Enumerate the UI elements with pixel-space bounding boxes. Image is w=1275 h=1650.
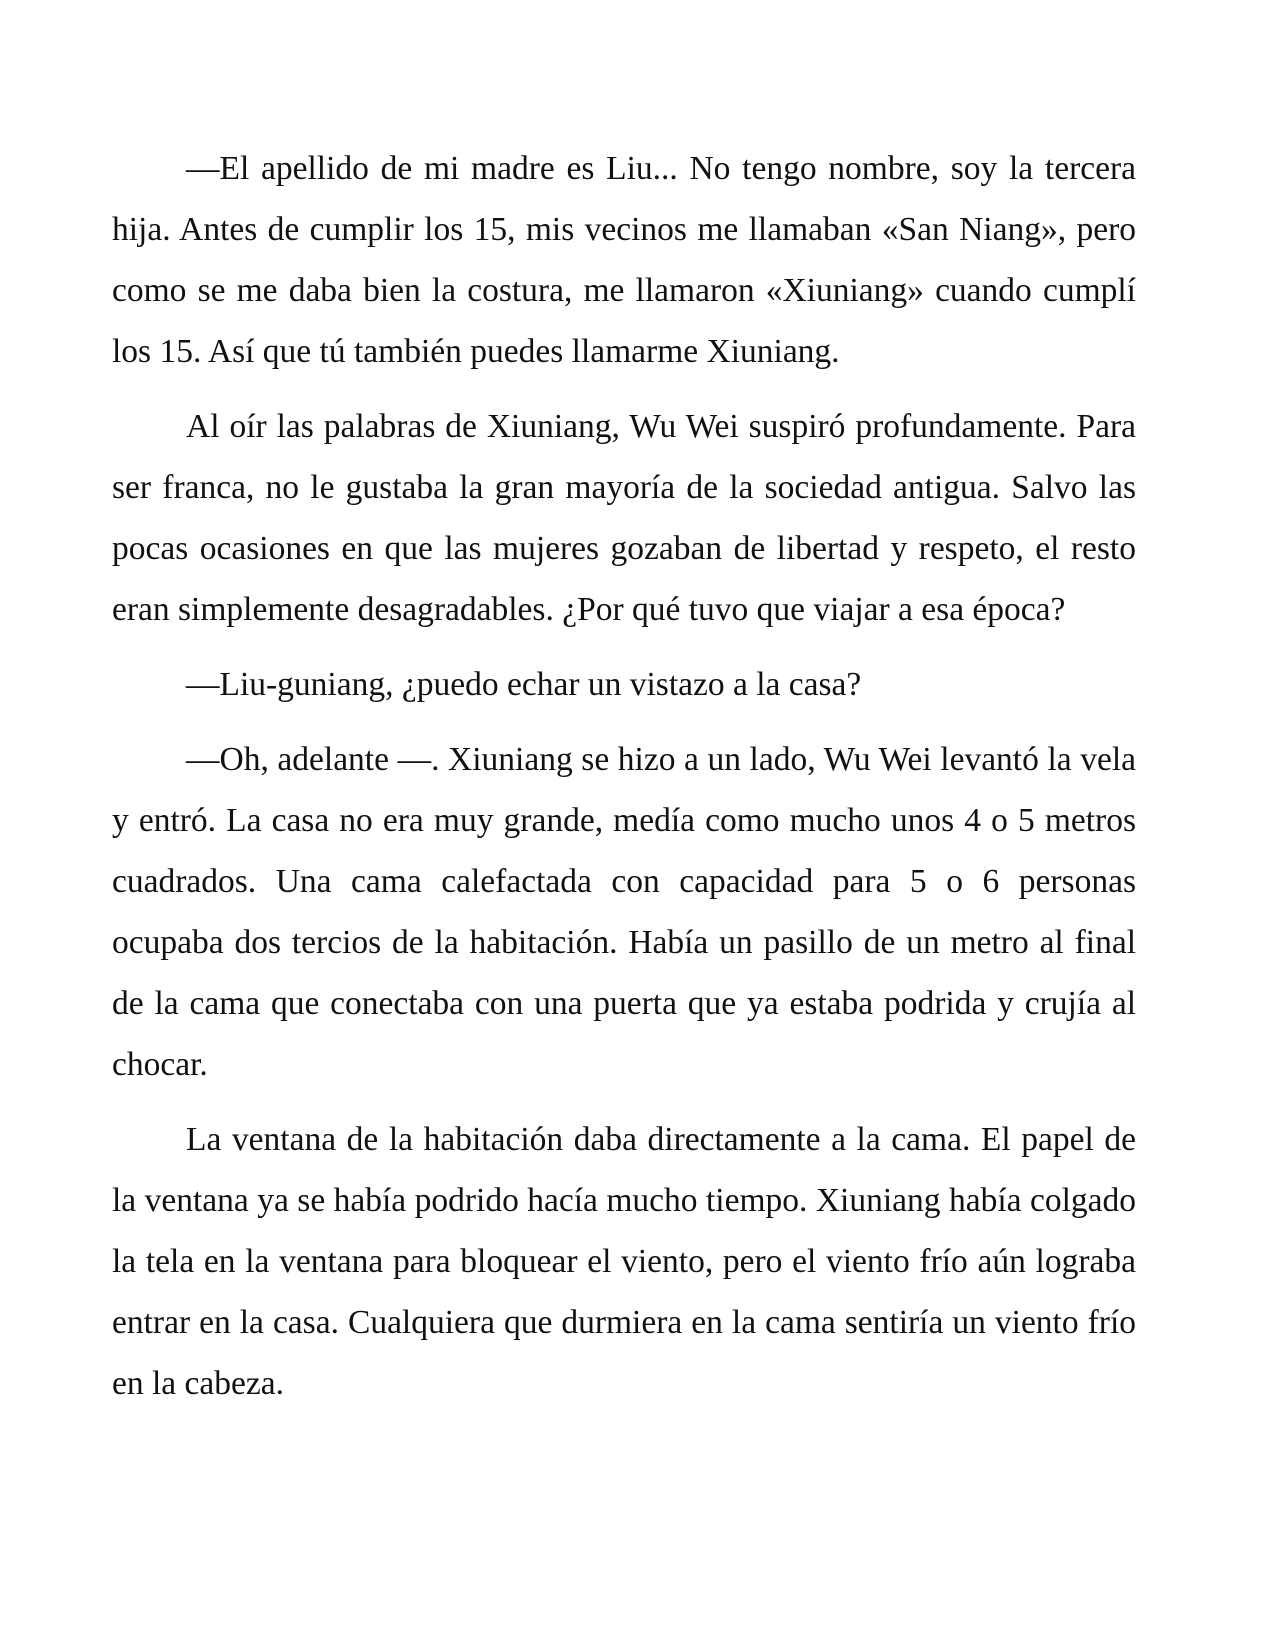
paragraph-4: —Oh, adelante —. Xiuniang se hizo a un lado, Wu Wei levantó la vela y entró. La casa no era muy grande, medía como mucho unos 4 o 5 metros cuadrados. Una cama calefactada con capacidad para 5 o 6 personas ocupaba dos tercios de la habitación. Había un pasillo de un metro al final de la cama que conectaba con una puerta que ya estaba podrida y crujía al chocar. [112, 741, 1136, 1083]
paragraph-1: —El apellido de mi madre es Liu... No tengo nombre, soy la tercera hija. Antes de cumplir los 15, mis vecinos me llamaban «San Niang», pero como se me daba bien la costura, me llamaron «Xiuniang» cuando cumplí los 15. Así que tú también puedes llamarme Xiuniang. [112, 150, 1136, 370]
body-text [112, 138, 1136, 1428]
paragraph-3: —Liu-guniang, ¿puedo echar un vistazo a la casa? [186, 666, 862, 703]
paragraph-2: Al oír las palabras de Xiuniang, Wu Wei suspiró profundamente. Para ser franca, no le gustaba la gran mayoría de la sociedad antigua. Salvo las pocas ocasiones en que las mujeres gozaban de libertad y respeto, el resto eran simplemente desagradables. ¿Por qué tuvo que viajar a esa época? [112, 408, 1136, 628]
paragraph-5: La ventana de la habitación daba directamente a la cama. El papel de la ventana ya se había podrido hacía mucho tiempo. Xiuniang había colgado la tela en la ventana para bloquear el viento, pero el viento frío aún lograba entrar en la casa. Cualquiera que durmiera en la cama sentiría un viento frío en la cabeza. [112, 1121, 1136, 1402]
